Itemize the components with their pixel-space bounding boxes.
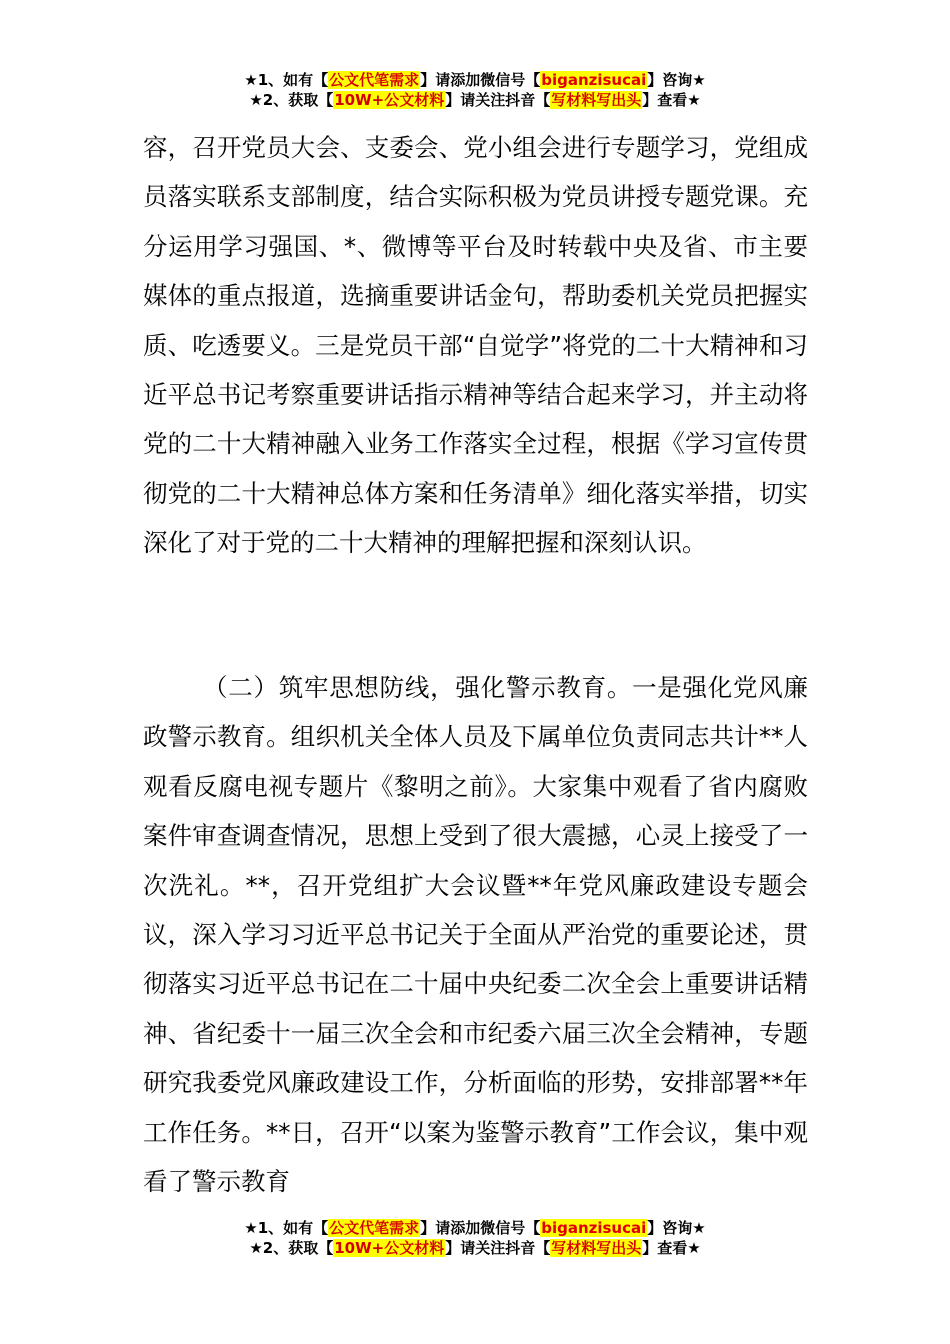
banner-text: 】咨询★ bbox=[647, 1219, 706, 1237]
banner-highlight-douyin: 写材料写出头 bbox=[551, 91, 642, 109]
banner-highlight-douyin: 写材料写出头 bbox=[551, 1239, 642, 1257]
banner-text: 】请添加微信号【 bbox=[420, 71, 541, 89]
header-banner bbox=[0, 70, 950, 110]
banner-highlight: 公文代笔需求 bbox=[329, 1219, 420, 1237]
banner-text: ★1、如有【 bbox=[244, 1219, 329, 1237]
banner-highlight-wechat: biganzisucai bbox=[541, 1219, 647, 1237]
banner-text: 】请添加微信号【 bbox=[420, 1219, 541, 1237]
banner-line-2 bbox=[0, 90, 950, 110]
banner-text: 】查看★ bbox=[642, 1239, 701, 1257]
paragraph: 容，召开党员大会、支委会、党小组会进行专题学习，党组成员落实联系支部制度，结合实际积极为党员讲授专题党课。充分运用学习强国、*、微博等平台及时转载中央及省、市主要媒体的重点报道，选摘重要讲话金句，帮助委机关党员把握实质、吃透要义。三是党员干部“自觉学”将党的二十大精神和习近平总书记考察重要讲话指示精神等结合起来学习，并主动将党的二十大精神融入业务工作落实全过程，根据《学习宣传贯彻党的二十大精神总体方案和任务清单》细化落实举措，切实深化了对于党的二十大精神的理解把握和深刻认识。 bbox=[143, 133, 808, 558]
banner-text: 】请关注抖音【 bbox=[445, 91, 551, 109]
banner-highlight-wechat: biganzisucai bbox=[541, 71, 647, 89]
banner-text: ★2、获取【 bbox=[249, 1239, 334, 1257]
document-body bbox=[143, 123, 808, 568]
banner-text: 】查看★ bbox=[642, 91, 701, 109]
banner-line-2 bbox=[0, 1238, 950, 1258]
banner-line-1 bbox=[0, 70, 950, 90]
banner-text: 】咨询★ bbox=[647, 71, 706, 89]
banner-highlight: 10W+公文材料 bbox=[334, 91, 445, 109]
banner-line-1 bbox=[0, 1218, 950, 1238]
document-body bbox=[143, 663, 808, 1206]
footer-banner bbox=[0, 1218, 950, 1258]
banner-text: 】请关注抖音【 bbox=[445, 1239, 551, 1257]
banner-text: ★1、如有【 bbox=[244, 71, 329, 89]
banner-highlight: 10W+公文材料 bbox=[334, 1239, 445, 1257]
banner-text: ★2、获取【 bbox=[249, 91, 334, 109]
paragraph: （二）筑牢思想防线，强化警示教育。一是强化党风廉政警示教育。组织机关全体人员及下属单位负责同志共计**人观看反腐电视专题片《黎明之前》。大家集中观看了省内腐败案件审查调查情况，思想上受到了很大震撼，心灵上接受了一次洗礼。**，召开党组扩大会议暨**年党风廉政建设专题会议，深入学习习近平总书记关于全面从严治党的重要论述，贯彻落实习近平总书记在二十届中央纪委二次全会上重要讲话精神、省纪委十一届三次全会和市纪委六届三次全会精神，专题研究我委党风廉政建设工作，分析面临的形势，安排部署**年工作任务。**日，召开“以案为鉴警示教育”工作会议，集中观看了警示教育 bbox=[143, 673, 808, 1197]
banner-highlight: 公文代笔需求 bbox=[329, 71, 420, 89]
